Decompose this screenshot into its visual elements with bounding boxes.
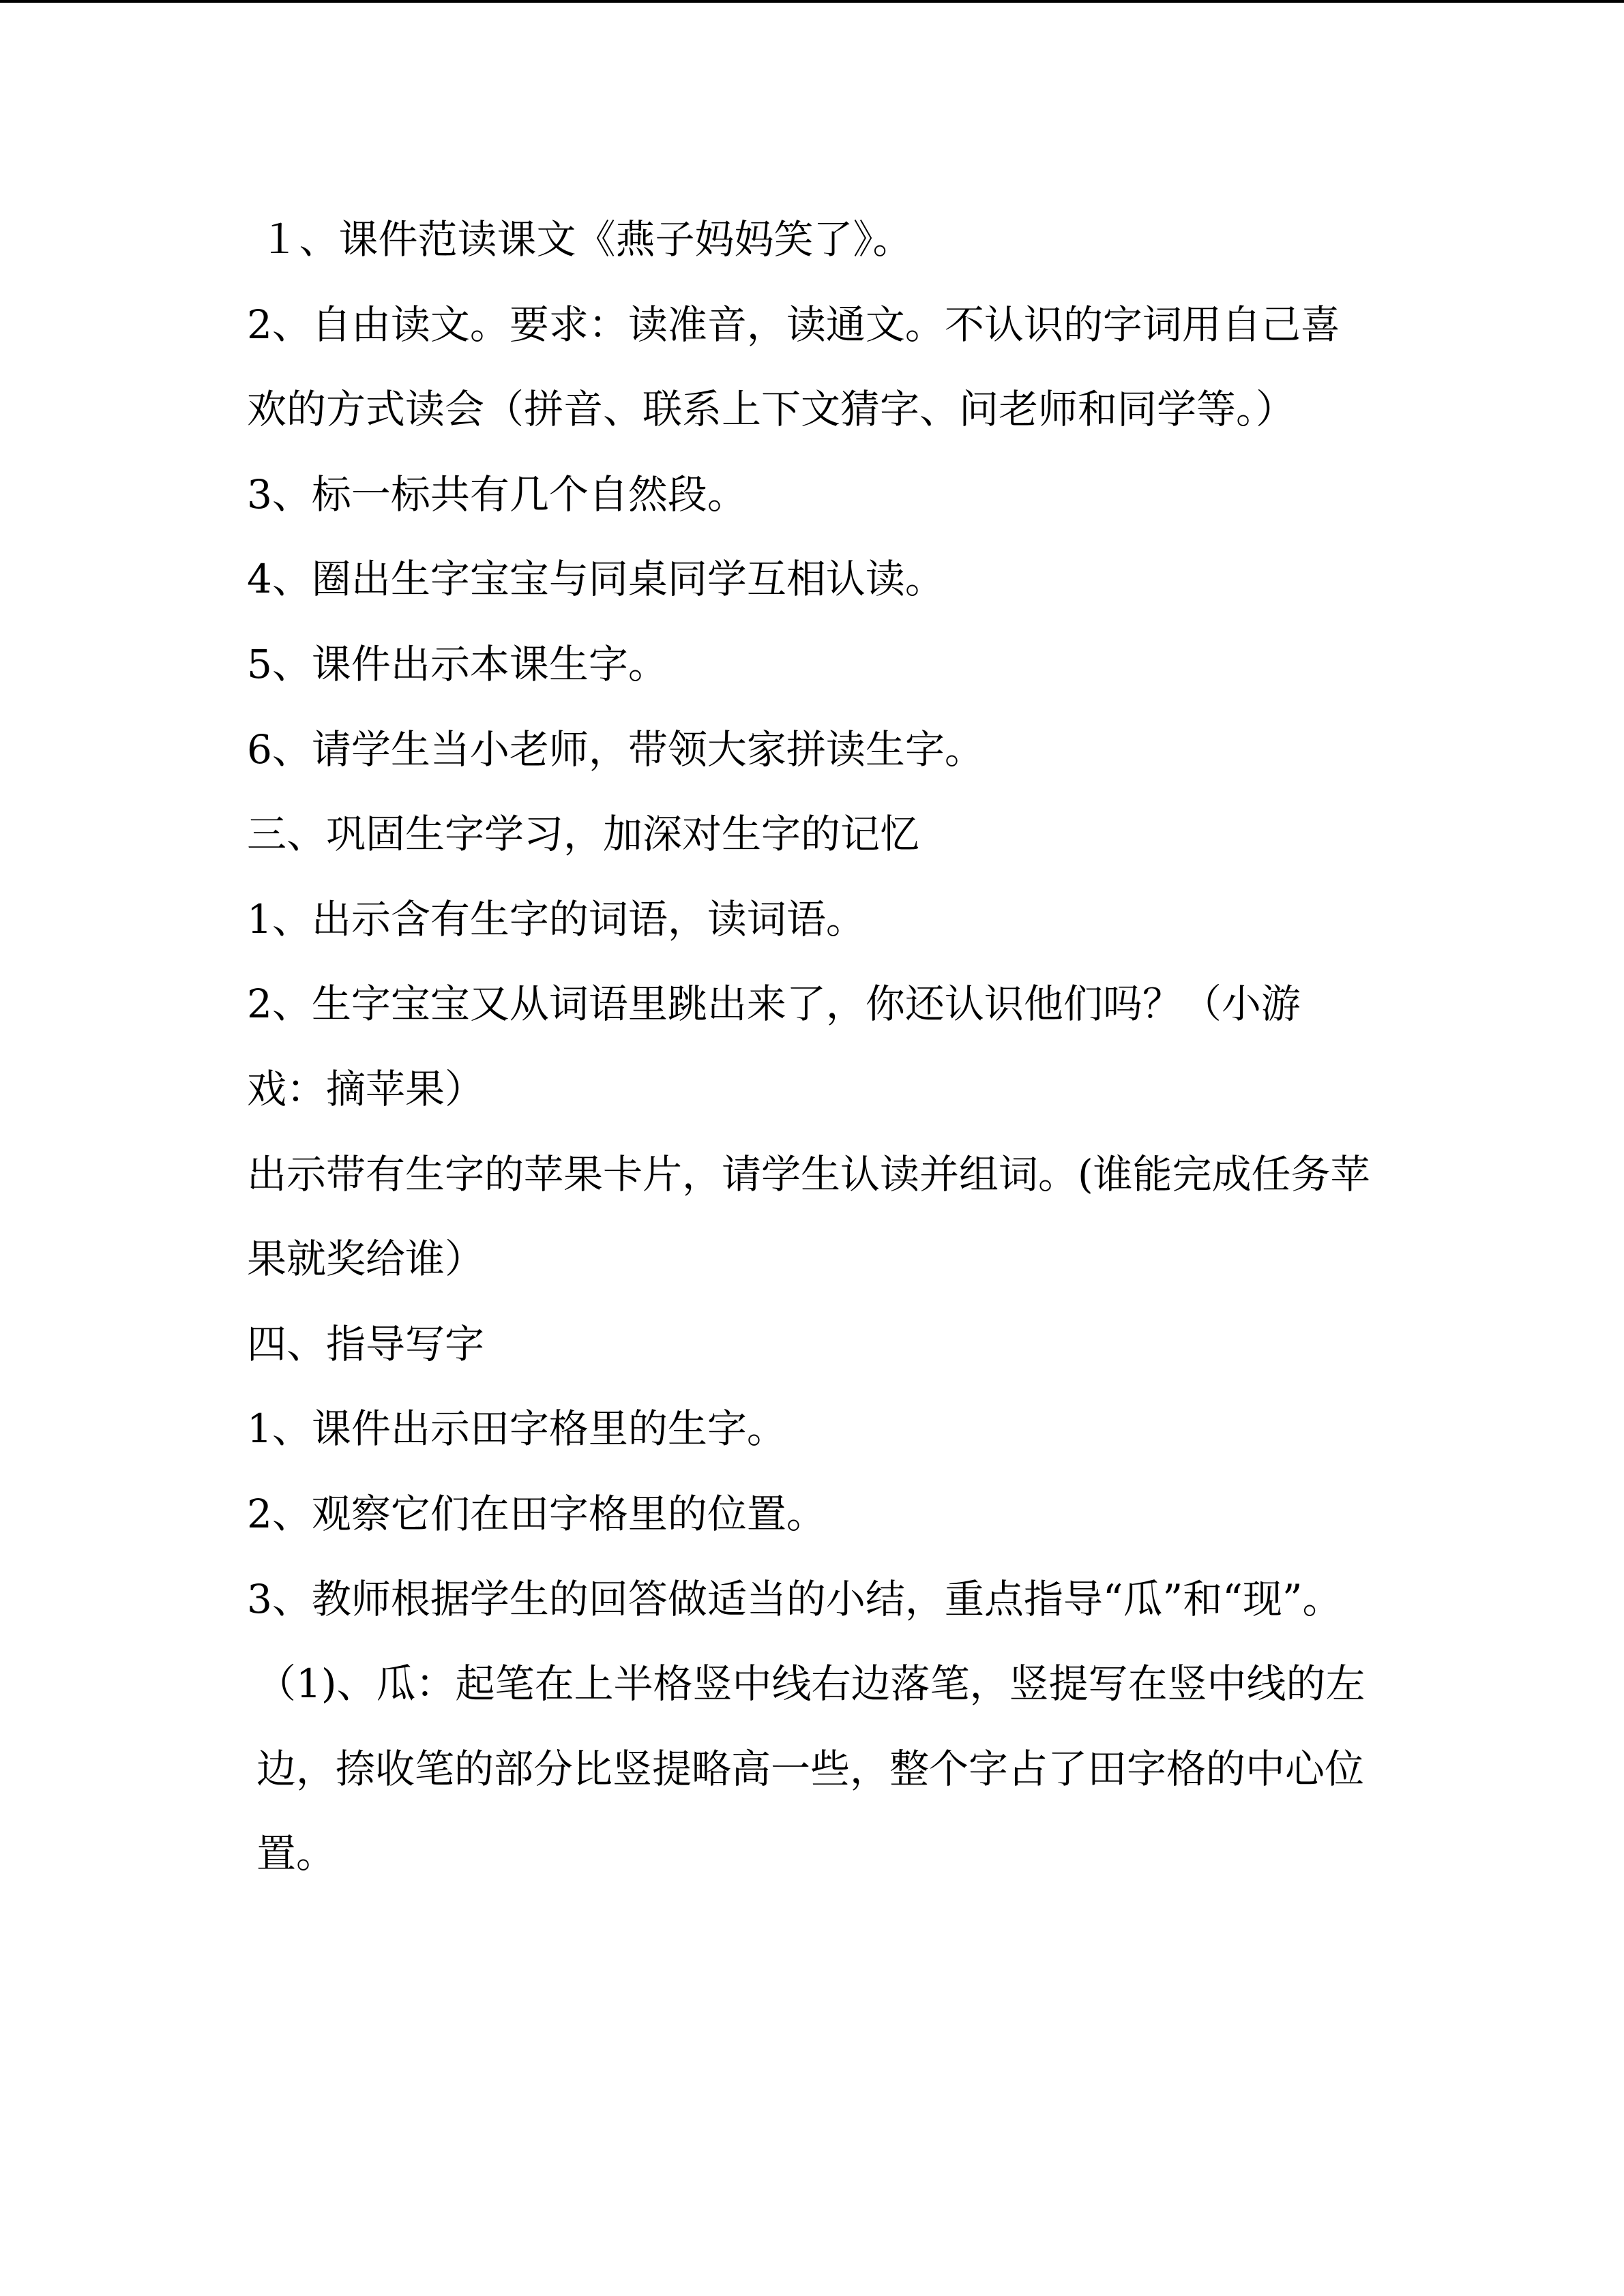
paragraph-13: 2、观察它们在田字格里的位置。 <box>247 1490 826 1537</box>
paragraph-8: 1、出示含有生字的词语，读词语。 <box>247 895 866 942</box>
paragraph-9: 2、生字宝宝又从词语里跳出来了，你还认识他们吗？（小游戏：摘苹果） <box>247 981 1301 1112</box>
paragraph-3: 3、标一标共有几个自然段。 <box>247 471 747 518</box>
paragraph-12: 1、课件出示田字格里的生字。 <box>247 1405 786 1452</box>
document-body <box>247 197 1372 1896</box>
paragraph-10: 出示带有生字的苹果卡片，请学生认读并组词。(谁能完成任务苹果就奖给谁） <box>247 1150 1370 1283</box>
paragraph-1: １、课件范读课文《燕子妈妈笑了》。 <box>247 216 913 263</box>
section-heading-3: 三、巩固生字学习，加深对生字的记忆 <box>247 811 920 858</box>
paragraph-4: 4、圈出生字宝宝与同桌同学互相认读。 <box>247 556 945 603</box>
paragraph-6: 6、请学生当小老师，带领大家拼读生字。 <box>247 726 984 773</box>
paragraph-5: 5、课件出示本课生字。 <box>247 640 668 687</box>
section-heading-4: 四、指导写字 <box>247 1320 485 1367</box>
paragraph-15: （1)、瓜：起笔在上半格竖中线右边落笔，竖提写在竖中线的左边，捺收笔的部分比竖提略高一些，整个字占了田字格的中心位置。 <box>256 1660 1365 1877</box>
paragraph-14: 3、教师根据学生的回答做适当的小结，重点指导“瓜”和“现”。 <box>247 1575 1342 1622</box>
top-border-line <box>0 0 1624 3</box>
paragraph-2: 2、自由读文。要求：读准音，读通文。不认识的字词用自己喜欢的方式读会（拼音、联系上下文猜字、问老师和同学等。） <box>247 301 1340 433</box>
